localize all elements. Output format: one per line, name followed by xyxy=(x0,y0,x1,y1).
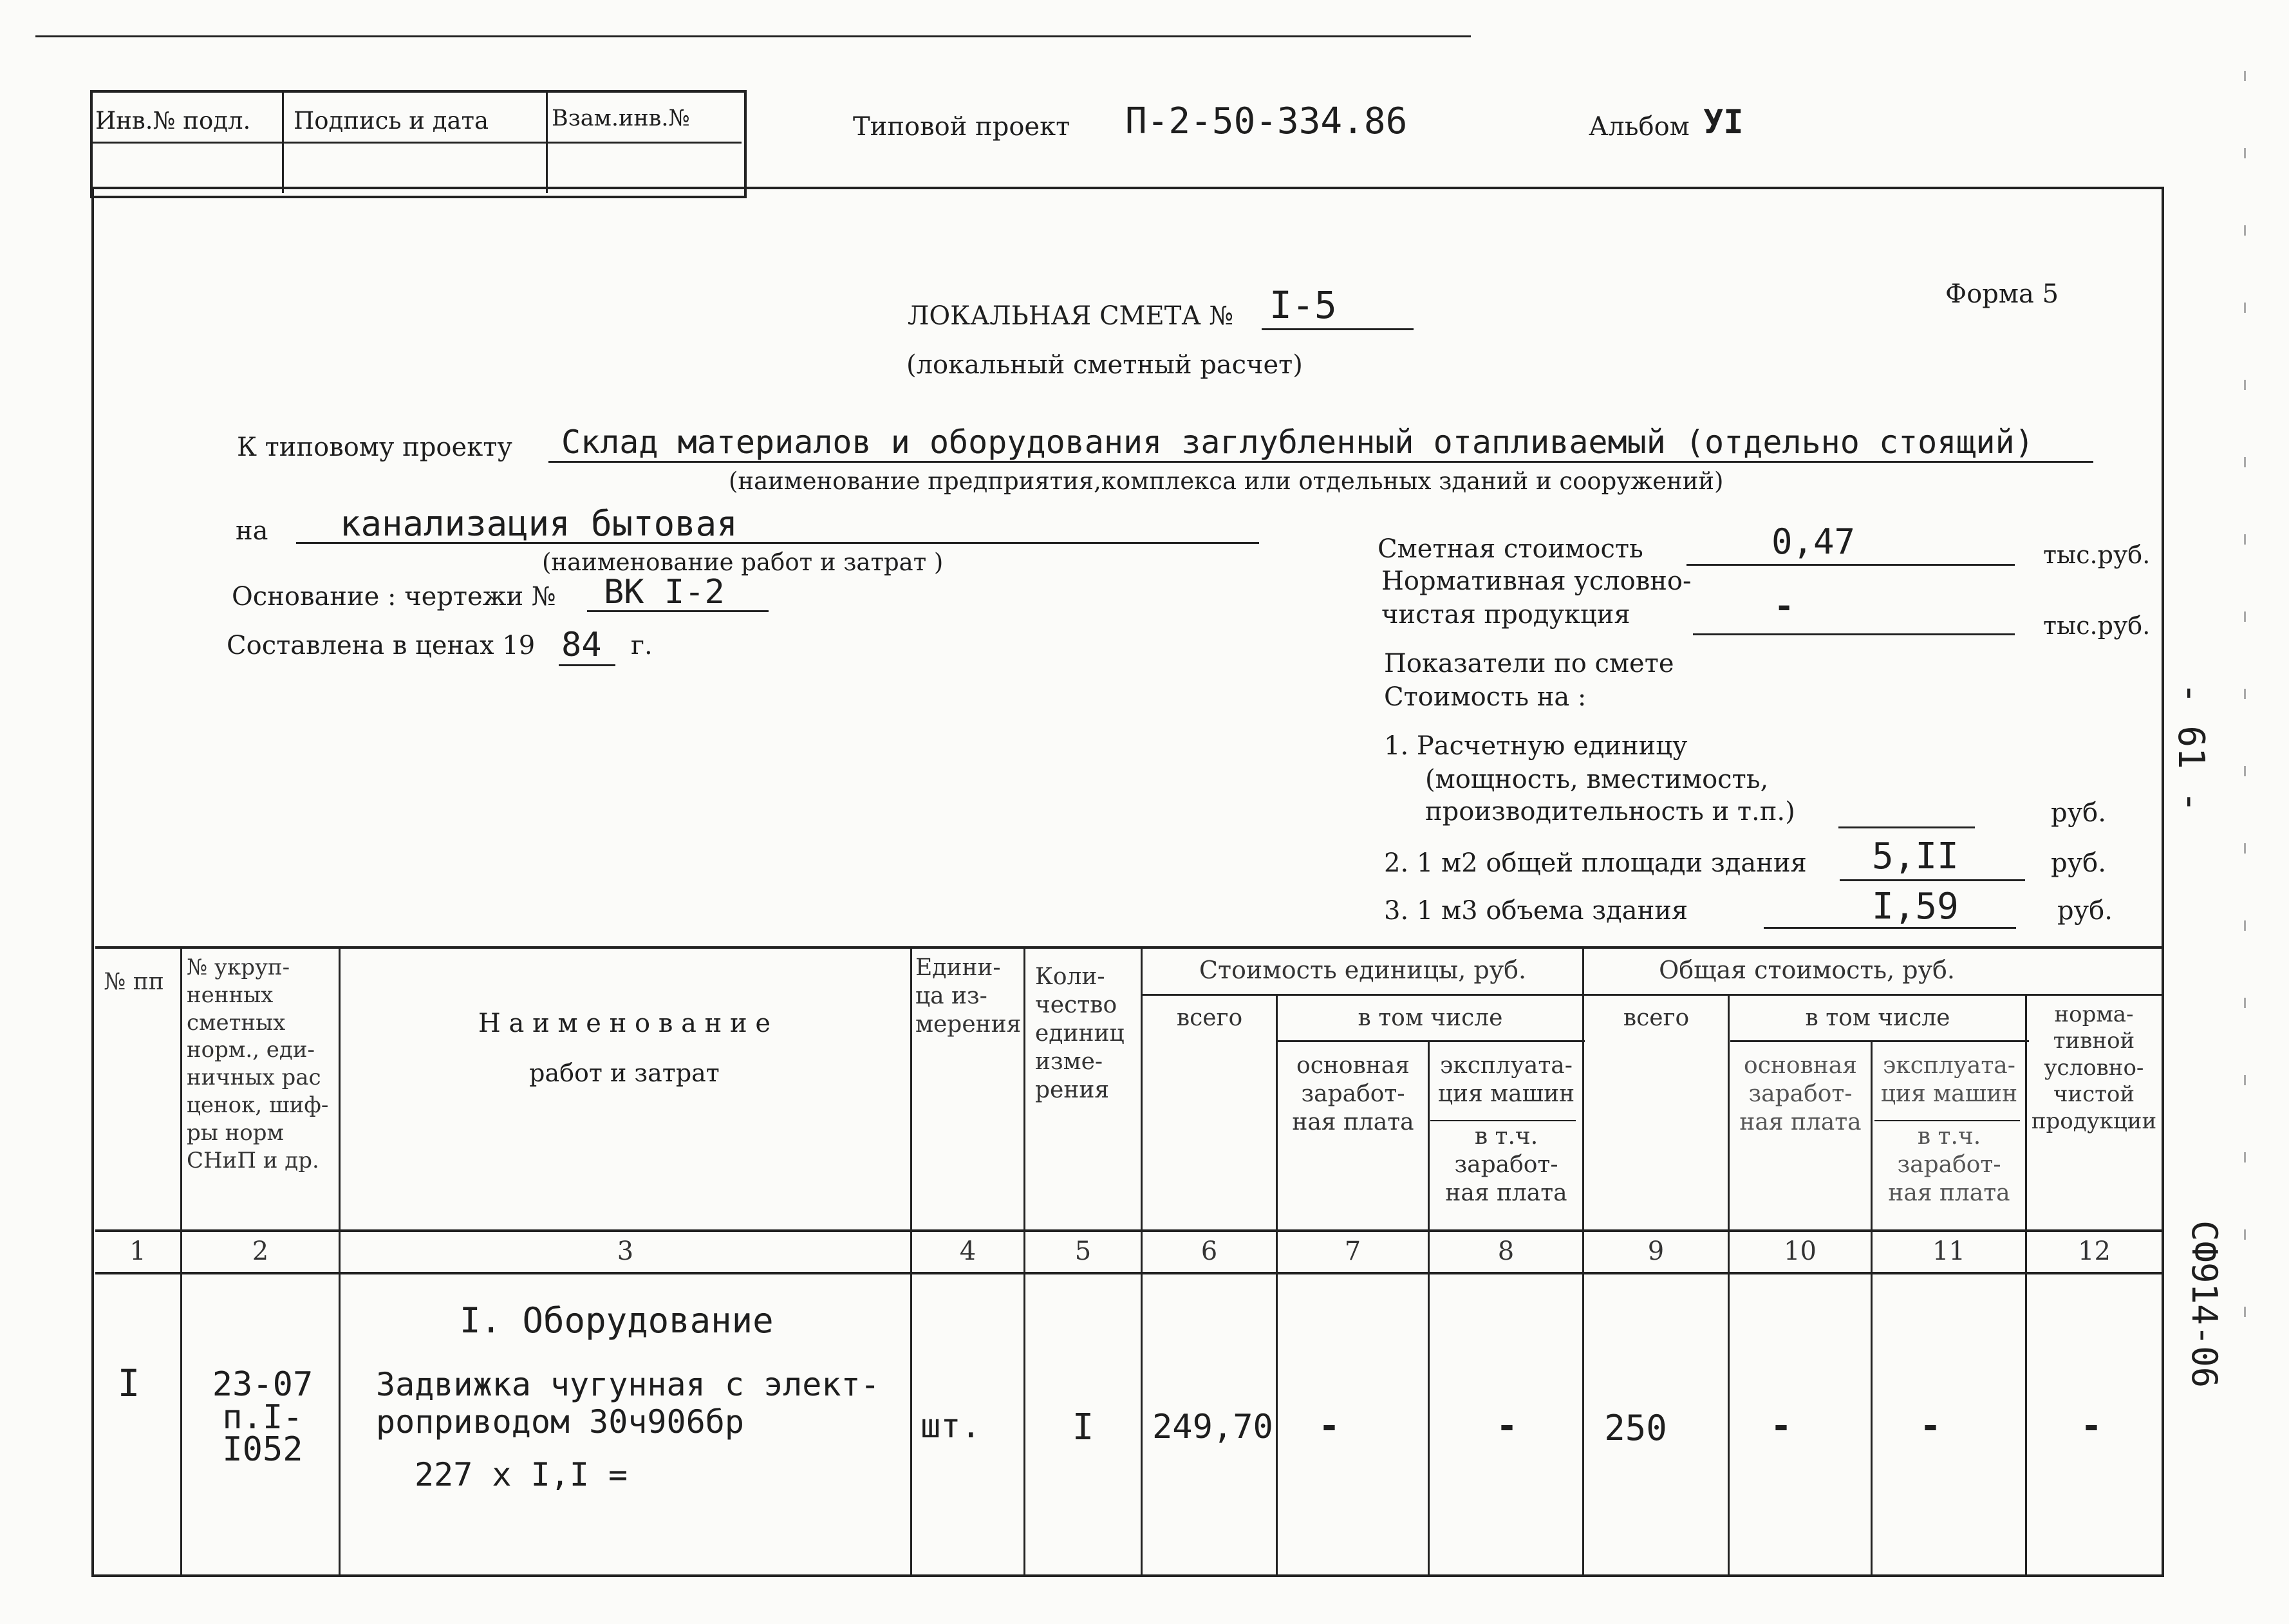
row-unit-salary: - xyxy=(1318,1405,1340,1447)
table-header-bottom xyxy=(95,1229,2164,1232)
estimate-number: I-5 xyxy=(1269,283,1337,327)
item3-unit: руб. xyxy=(2057,896,2113,926)
row-code-1: 23-07 xyxy=(212,1365,313,1404)
col-number-8: 8 xyxy=(1497,1237,1515,1266)
col-number-12: 12 xyxy=(2078,1237,2111,1266)
norm-unit: тыс.руб. xyxy=(2043,611,2151,640)
col-header-total-cost: Общая стоимость, руб. xyxy=(1659,956,1955,984)
item3-label: 3. 1 м3 объема здания xyxy=(1384,896,1688,926)
item1-unit: руб. xyxy=(2051,798,2106,828)
item2-value: 5,II xyxy=(1872,835,1959,877)
col-header-unit-mach: эксплуата- ция машин xyxy=(1437,1052,1575,1107)
col-number-5: 5 xyxy=(1074,1237,1092,1266)
row-total-mach: - xyxy=(1920,1405,1941,1447)
col-number-2: 2 xyxy=(252,1237,269,1266)
cost-value: 0,47 xyxy=(1771,521,1856,562)
item1-label-3: производительность и т.п.) xyxy=(1425,797,1795,826)
col-header-unit-salary: основная заработ- ная плата xyxy=(1292,1052,1414,1135)
side-code: СФ914-06 xyxy=(2184,1220,2225,1388)
col-number-9: 9 xyxy=(1647,1237,1665,1266)
basis-underline xyxy=(587,610,769,612)
on-label: на xyxy=(236,516,268,546)
item1-underline xyxy=(1838,826,1975,828)
col-header-total-total: всего xyxy=(1623,1005,1690,1031)
item2-unit: руб. xyxy=(2051,848,2106,878)
col-header-norm: № укруп- ненных сметных норм., еди- ничных рас ценок, шиф- ры норм СНиП и др. xyxy=(187,955,329,1173)
prices-year: 84 xyxy=(561,626,602,664)
col-header-norm-prod: норма- тивной условно- чистой продукции xyxy=(2031,1002,2157,1134)
item3-value: I,59 xyxy=(1872,886,1959,928)
row-calc: 227 x I,I = xyxy=(415,1456,628,1493)
col-header-total-mach: эксплуата- ция машин xyxy=(1880,1052,2018,1107)
work-name: канализация бытовая xyxy=(340,503,738,544)
estimate-subheading: (локальный сметный расчет) xyxy=(906,350,1303,380)
cost-per-label: Стоимость на : xyxy=(1384,682,1587,712)
col-line-10 xyxy=(1871,1040,1873,1577)
col-line-7 xyxy=(1428,1040,1430,1577)
col-header-unit-mach-incl: в т.ч. заработ- ная плата xyxy=(1445,1123,1567,1206)
table-mach-line-right xyxy=(1874,1120,2020,1121)
row-unit-total: 249,70 xyxy=(1152,1408,1273,1446)
table-colnum-bottom xyxy=(95,1272,2164,1274)
col-header-unit-incl: в том числе xyxy=(1358,1005,1503,1031)
cost-unit: тыс.руб. xyxy=(2043,541,2151,569)
row-name-1: Задвижка чугунная с элект- xyxy=(376,1366,880,1403)
project-name: Склад материалов и оборудования заглубленный отапливаемый (отдельно стоящий) xyxy=(561,424,2034,461)
item3-underline xyxy=(1764,927,2016,929)
basis-value: ВК I-2 xyxy=(604,573,725,611)
col-header-name-2: работ и затрат xyxy=(529,1059,720,1087)
indicators-label: Показатели по смете xyxy=(1384,649,1674,678)
col-number-6: 6 xyxy=(1201,1237,1218,1266)
col-header-unit-cost: Стоимость единицы, руб. xyxy=(1199,956,1527,984)
estimate-number-underline xyxy=(1262,328,1414,330)
table-incl-subline-left xyxy=(1277,1040,1585,1042)
prices-label: Составлена в ценах 19 xyxy=(227,631,536,660)
project-ref-label: К типовому проекту xyxy=(237,433,512,462)
project-caption: (наименование предприятия,комплекса или отдельных зданий и сооружений) xyxy=(729,467,1724,495)
row-total-salary: - xyxy=(1770,1405,1792,1447)
cost-label: Сметная стоимость xyxy=(1378,534,1643,564)
album-number: УI xyxy=(1703,103,1744,142)
col-header-no: № пп xyxy=(104,969,164,995)
col-number-10: 10 xyxy=(1784,1237,1817,1266)
col-line-9 xyxy=(1728,995,1730,1577)
project-name-underline xyxy=(548,461,2093,463)
stamp-divider xyxy=(90,142,742,144)
item1-label-2: (мощность, вместимость, xyxy=(1425,765,1769,794)
table-cost-subline-left xyxy=(1142,994,1585,996)
table-cost-subline-right xyxy=(1585,994,2164,996)
col-header-name-1: Н а и м е н о в а н и е xyxy=(478,1009,771,1038)
col-number-3: 3 xyxy=(617,1237,634,1266)
row-total-norm: - xyxy=(2080,1405,2102,1447)
row-code-3: I052 xyxy=(222,1430,303,1469)
right-margin-dashes xyxy=(2244,71,2246,1345)
row-unit: шт. xyxy=(920,1407,981,1446)
col-header-unit: Едини- ца из- мерения xyxy=(915,955,1022,1038)
row-total: 250 xyxy=(1604,1408,1667,1448)
stamp-vline-2 xyxy=(546,90,548,193)
section-title: I. Оборудование xyxy=(460,1300,774,1341)
norm-label-2: чистая продукция xyxy=(1381,600,1630,630)
row-code-2: п.I- xyxy=(222,1398,303,1437)
col-header-unit-total: всего xyxy=(1176,1005,1243,1031)
prices-year-underline xyxy=(559,664,615,666)
table-incl-subline-right xyxy=(1730,1040,2029,1042)
norm-underline xyxy=(1693,633,2015,635)
col-header-qty: Коли- чество единиц изме- рения xyxy=(1035,964,1125,1103)
table-mach-line-left xyxy=(1430,1120,1576,1121)
col-header-total-mach-incl: в т.ч. заработ- ная плата xyxy=(1888,1123,2010,1206)
item2-label: 2. 1 м2 общей площади здания xyxy=(1384,848,1807,878)
col-header-total-incl: в том числе xyxy=(1805,1005,1950,1031)
col-line-11 xyxy=(2025,995,2027,1577)
col-line-6 xyxy=(1276,995,1278,1577)
stamp-vzam-label: Взам.инв.№ xyxy=(552,106,690,131)
col-number-1: 1 xyxy=(129,1237,146,1266)
work-name-underline xyxy=(296,542,1259,544)
side-page-number: - 61 - xyxy=(2170,682,2212,813)
row-unit-mach: - xyxy=(1496,1405,1518,1447)
col-header-total-salary: основная заработ- ная плата xyxy=(1739,1052,1862,1135)
form-label: Форма 5 xyxy=(1945,279,2059,309)
cost-underline xyxy=(1686,564,2015,566)
col-number-7: 7 xyxy=(1344,1237,1361,1266)
row-qty: I xyxy=(1072,1406,1094,1448)
project-label: Типовой проект xyxy=(853,112,1070,142)
col-number-11: 11 xyxy=(1932,1237,1965,1266)
album-label: Альбом xyxy=(1589,112,1690,142)
item2-underline xyxy=(1840,879,2025,881)
basis-label: Основание : чертежи № xyxy=(232,582,556,611)
prices-suffix: г. xyxy=(631,631,653,660)
norm-label-1: Нормативная условно- xyxy=(1381,566,1692,596)
row-no: I xyxy=(117,1361,140,1405)
item1-label-1: 1. Расчетную единицу xyxy=(1384,731,1688,761)
project-number: П-2-50-334.86 xyxy=(1125,100,1408,142)
top-rule xyxy=(35,35,1471,37)
table-top-line xyxy=(95,946,2164,949)
stamp-vline-1 xyxy=(282,90,284,193)
estimate-heading: ЛОКАЛЬНАЯ СМЕТА № xyxy=(908,301,1234,331)
stamp-inv-label: Инв.№ подл. xyxy=(95,107,251,135)
col-number-4: 4 xyxy=(959,1237,976,1266)
norm-value: - xyxy=(1774,587,1795,626)
stamp-sign-label: Подпись и дата xyxy=(294,107,489,135)
work-caption: (наименование работ и затрат ) xyxy=(542,548,944,576)
row-name-2: роприводом 30ч906бр xyxy=(376,1403,744,1441)
